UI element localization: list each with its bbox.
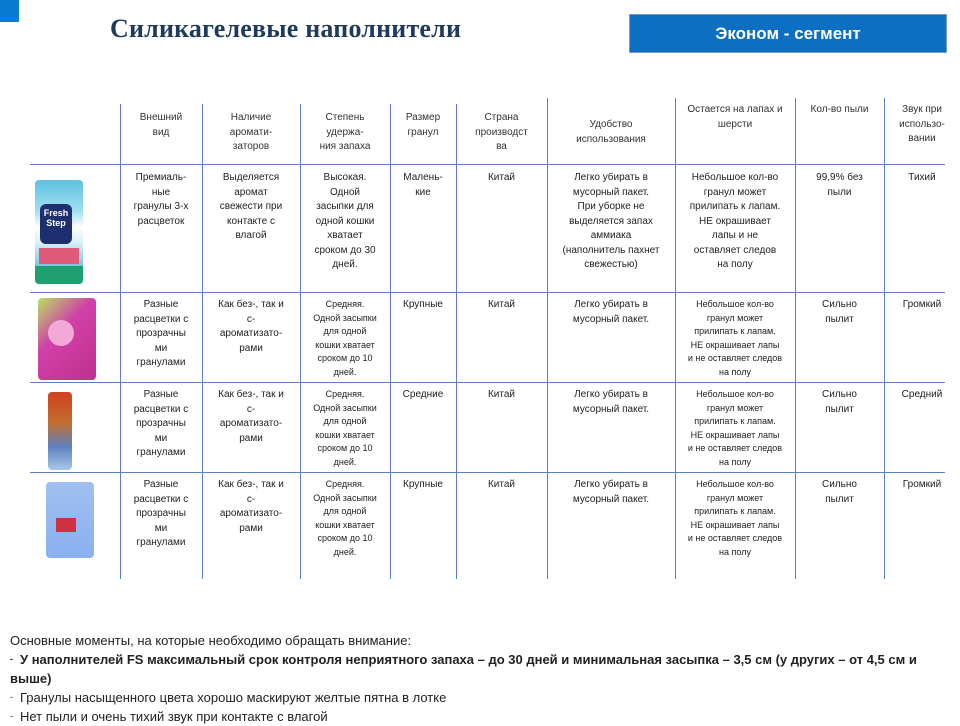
column-header-granule-size: Размер гранул — [405, 112, 441, 138]
grid-line — [30, 164, 945, 165]
table-cell: Разные расцветки с прозрачны ми гранулами — [133, 299, 189, 368]
table-cell: Сильно пылит — [822, 299, 857, 325]
product-band — [39, 248, 79, 264]
table-cell: Легко убирать в мусорный пакет. При уборке не выделяется запах аммиака (наполнитель пахнет свежестью) — [562, 172, 660, 270]
bullet-dash-icon: - — [10, 654, 13, 664]
table-cell: Как без-, так и с- ароматизато- рами — [218, 389, 284, 444]
table-cell: Китай — [487, 389, 516, 400]
table-cell: Небольшое кол-во гранул может прилипать к лапам. НЕ окрашивает лапы и не оставляет следов на полу — [687, 389, 783, 467]
table-cell: Средние — [402, 389, 444, 400]
note-item: - Нет пыли и очень тихий звук при контакте с влагой — [10, 709, 328, 724]
table-cell: Небольшое кол-во гранул может прилипать к лапам. НЕ окрашивает лапы и не оставляет следов на полу — [689, 172, 781, 270]
column-header-country: Страна производст ва — [475, 112, 528, 152]
note-item: - Гранулы насыщенного цвета хорошо маскируют желтые пятна в лотке — [10, 690, 447, 705]
table-cell: Громкий — [902, 479, 942, 490]
table-cell: Небольшое кол-во гранул может прилипать к лапам. НЕ окрашивает лапы и не оставляет следов на полу — [687, 479, 783, 557]
column-header-appearance: Внешний вид — [139, 112, 183, 138]
table-cell: Малень- кие — [403, 172, 443, 198]
table-cell: Китай — [487, 299, 516, 310]
table-cell: Средняя. Одной засыпки для одной кошки хватает сроком до 10 дней. — [313, 389, 377, 467]
table-cell: Как без-, так и с- ароматизато- рами — [218, 299, 284, 354]
table-cell: Средняя. Одной засыпки для одной кошки хватает сроком до 10 дней. — [313, 299, 377, 377]
segment-badge: Эконом - сегмент — [629, 14, 947, 53]
table-cell: Сильно пылит — [822, 479, 857, 505]
grid-line — [30, 292, 945, 293]
product-band — [35, 266, 83, 284]
product-label — [56, 518, 76, 532]
table-cell: Выделяется аромат свежести при контакте с влагой — [219, 172, 283, 241]
column-header-fragrance: Наличие аромати- заторов — [229, 112, 273, 152]
product-image-pink-cat — [38, 298, 96, 380]
grid-line — [30, 472, 945, 473]
table-cell: Легко убирать в мусорный пакет. — [572, 479, 650, 505]
table-cell: 99,9% без пыли — [816, 172, 863, 198]
table-cell: Премиаль- ные гранулы 3-х расцветок — [133, 172, 189, 227]
product-image-red-blue-bag — [48, 392, 72, 470]
grid-line — [30, 382, 945, 383]
column-header-sound: Звук при использо- вании — [899, 104, 945, 144]
table-cell: Легко убирать в мусорный пакет. — [572, 389, 650, 415]
product-image-fresh-step — [35, 180, 83, 284]
table-cell: Сильно пылит — [822, 389, 857, 415]
product-image-blue-bag — [46, 482, 94, 558]
table-cell: Тихий — [908, 172, 936, 183]
table-cell: Небольшое кол-во гранул может прилипать к лапам. НЕ окрашивает лапы и не оставляет следов на полу — [687, 299, 783, 377]
notes-section — [10, 631, 960, 726]
table-cell: Разные расцветки с прозрачны ми гранулами — [133, 389, 189, 458]
column-header-usability: Удобство использования — [576, 119, 646, 145]
table-cell: Китай — [487, 172, 516, 183]
table-cell: Крупные — [403, 299, 443, 310]
note-item: - У наполнителей FS максимальный срок контроля неприятного запаха – до 30 дней и минимальная засыпка – 3,5 см (у других – от 4,5 см и выше) — [10, 652, 917, 686]
cat-face-graphic — [48, 320, 74, 346]
column-header-sticking: Остается на лапах и шерсти — [687, 104, 783, 130]
notes-heading: Основные моменты, на которые необходимо обращать внимание: — [10, 633, 412, 648]
table-cell: Средняя. Одной засыпки для одной кошки хватает сроком до 10 дней. — [313, 479, 377, 557]
table-cell: Высокая. Одной засыпки для одной кошки хватает сроком до 30 дней. — [314, 172, 376, 270]
page-title: Силикагелевые наполнители — [110, 14, 462, 43]
table-cell: Легко убирать в мусорный пакет. — [572, 299, 650, 325]
table-cell: Крупные — [403, 479, 443, 490]
bullet-dash-icon: - — [10, 692, 13, 702]
table-cell: Как без-, так и с- ароматизато- рами — [218, 479, 284, 534]
table-cell: Средний — [901, 389, 943, 400]
product-label: Fresh Step — [40, 204, 72, 244]
table-cell: Разные расцветки с прозрачны ми гранулами — [133, 479, 189, 548]
column-header-odor-control: Степень удержа- ния запаха — [319, 112, 371, 152]
corner-accent — [0, 0, 19, 22]
table-cell: Громкий — [902, 299, 942, 310]
table-cell: Китай — [487, 479, 516, 490]
bullet-dash-icon: - — [10, 711, 13, 721]
column-header-dust: Кол-во пыли — [810, 104, 869, 115]
